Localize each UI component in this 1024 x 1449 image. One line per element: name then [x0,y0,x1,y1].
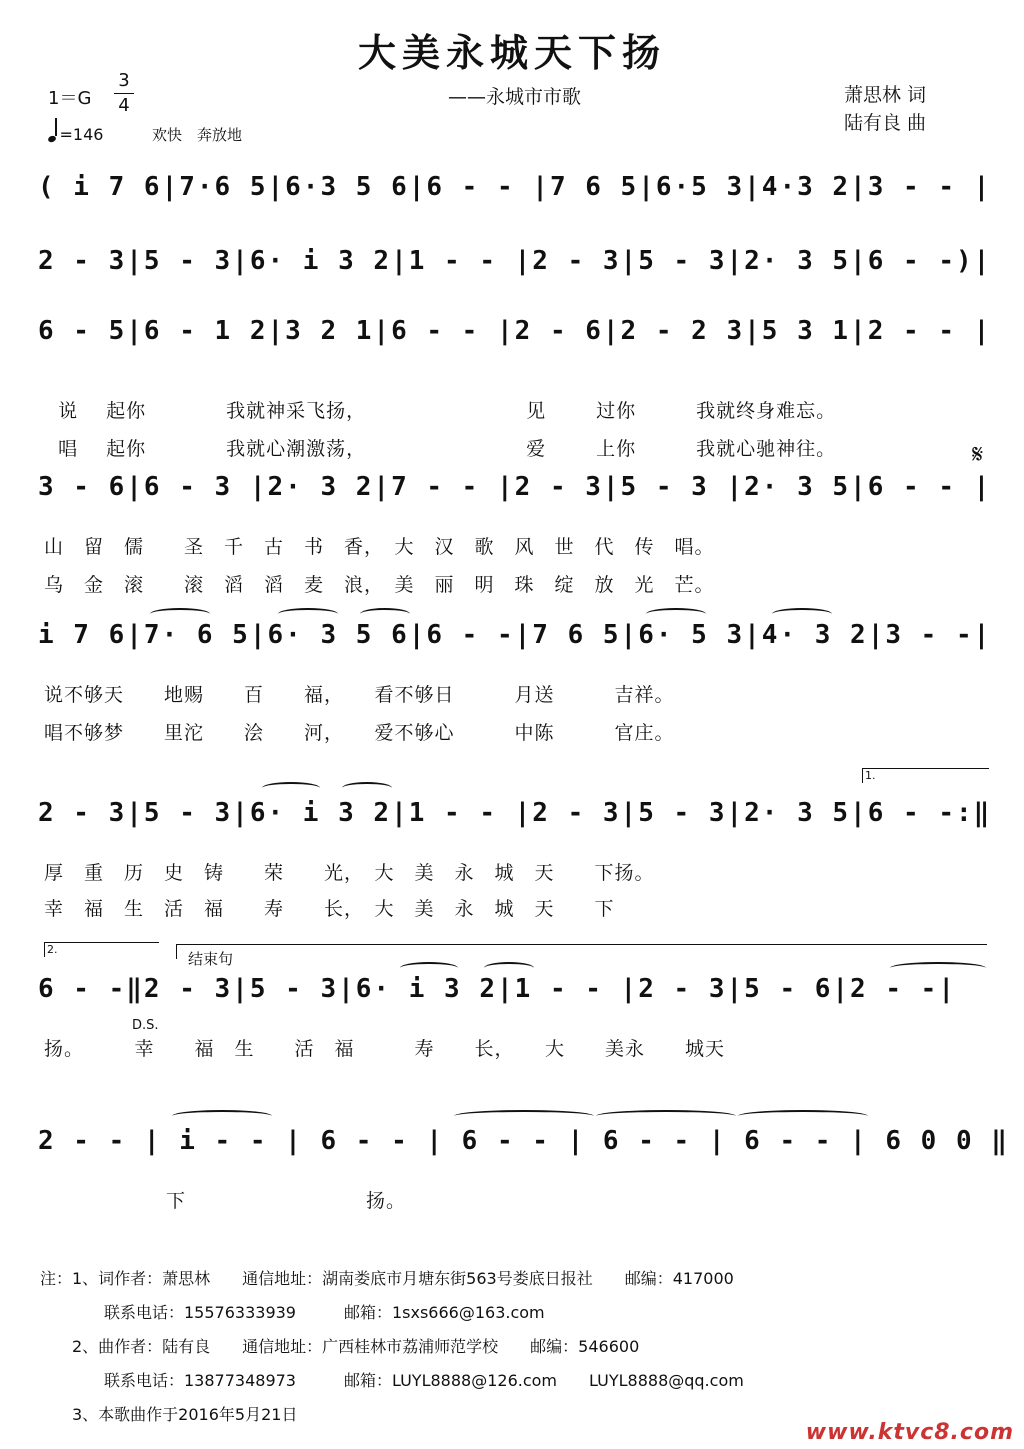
notation: ( i 7 6|7·6 5|6·3 5 6|6 - - |7 6 5|6·5 3|4·3 2|3 - - | [38,172,992,202]
time-signature [114,70,134,117]
expression-marking: 欢快 奔放地 [152,126,243,144]
slur [172,1110,272,1122]
footnote-3: 2、曲作者：陆有良 通信地址：广西桂林市荔浦师范学校 邮编：546600 [40,1337,640,1356]
notation: i 7 6|7· 6 5|6· 3 5 6|6 - -|7 6 5|6· 5 3|4· 3 2|3 - -| [38,620,992,650]
tempo-value: =146 [59,125,104,144]
notation: 6 - 5|6 - 1 2|3 2 1|6 - - |2 - 6|2 - 2 3|5 3 1|2 - - | [38,316,992,346]
slur [772,608,832,620]
score-line-6 [38,798,992,838]
notation: 2 - - | i - - | 6 - - | 6 - - | 6 - - | 6 - - | 6 0 0 ‖ [38,1126,1009,1156]
slur [342,782,392,794]
footnote-2: 联系电话：15576333939 邮箱：1sxs666@163.com [40,1303,545,1322]
lyric-6a: 厚 重 历 史 铸 荣 光， 大 美 永 城 天 下扬。 [44,862,655,884]
footnote-5: 3、本歌曲作于2016年5月21日 [40,1405,298,1424]
slur [890,962,986,974]
ds-marking: D.S. [132,1018,159,1033]
lyric-3b: 唱 起你 我就心潮激荡， 爱 上你 我就心驰神往。 [58,438,837,460]
notation: 3 - 6|6 - 3 |2· 3 2|7 - - |2 - 3|5 - 3 |2· 3 5|6 - - | [38,472,992,502]
lyric-4a: 山 留 儒 圣 千 古 书 香， 大 汉 歌 风 世 代 传 唱。 [44,536,715,558]
slur [454,1110,594,1122]
notation: 6 - -‖2 - 3|5 - 3|6· i 3 2|1 - - |2 - 3|5 - 6|2 - -| [38,974,956,1004]
footnotes [40,1262,744,1432]
score-line-2 [38,246,992,286]
volta-1: 1. [862,768,989,783]
score-line-7 [38,974,992,1014]
slur [262,782,320,794]
slur [360,608,410,620]
notation: 2 - 3|5 - 3|6· i 3 2|1 - - |2 - 3|5 - 3|2· 3 5|6 - -:‖ [38,798,992,828]
score-line-3 [38,316,992,356]
lyricist: 萧思林 词 [844,84,927,106]
song-title: 大美永城天下扬 [357,30,666,75]
segno-icon: 𝄋 [972,440,984,470]
tempo-marking [48,122,103,144]
score-line-5 [38,620,992,660]
ending-label: 结束句 [188,950,234,968]
lyric-7a: 扬。 幸 福 生 活 福 寿 长， 大 美永 城天 [44,1038,726,1060]
slur [400,962,458,974]
footnote-4: 联系电话：13877348973 邮箱：LUYL8888@126.com LUYL8888@qq.com [40,1371,744,1390]
song-subtitle: ——永城市市歌 [448,86,582,108]
time-top: 3 [118,70,130,91]
lyric-4b: 乌 金 滚 滚 滔 滔 麦 浪， 美 丽 明 珠 绽 放 光 芒。 [44,574,715,596]
lyric-5b: 唱不够梦 里沱 浍 河， 爱不够心 中陈 官庄。 [44,722,675,744]
score-line-8 [38,1126,1009,1166]
composer: 陆有良 曲 [844,112,927,134]
time-bottom: 4 [118,95,130,116]
slur [596,1110,736,1122]
ending-bracket [176,944,987,959]
slur [738,1110,868,1122]
footnote-1: 注：1、词作者：萧思林 通信地址：湖南娄底市月塘东街563号娄底日报社 邮编：417000 [40,1269,734,1288]
key-signature: 1＝G [48,88,92,109]
volta-2: 2. [44,942,159,957]
slur [484,962,534,974]
notation: 2 - 3|5 - 3|6· i 3 2|1 - - |2 - 3|5 - 3|2· 3 5|6 - -)| [38,246,992,276]
quarter-note-icon [47,135,57,143]
slur [150,608,210,620]
lyric-5a: 说不够天 地赐 百 福， 看不够日 月送 吉祥。 [44,684,675,706]
score-line-1 [38,172,992,212]
slur [646,608,706,620]
lyric-3a: 说 起你 我就神采飞扬， 见 过你 我就终身难忘。 [58,400,837,422]
lyric-8a: 下 扬。 [166,1190,407,1212]
slur [278,608,338,620]
watermark: www.ktvc8.com [805,1420,1014,1445]
lyric-6b: 幸 福 生 活 福 寿 长， 大 美 永 城 天 下 [44,898,615,920]
score-line-4 [38,472,992,512]
